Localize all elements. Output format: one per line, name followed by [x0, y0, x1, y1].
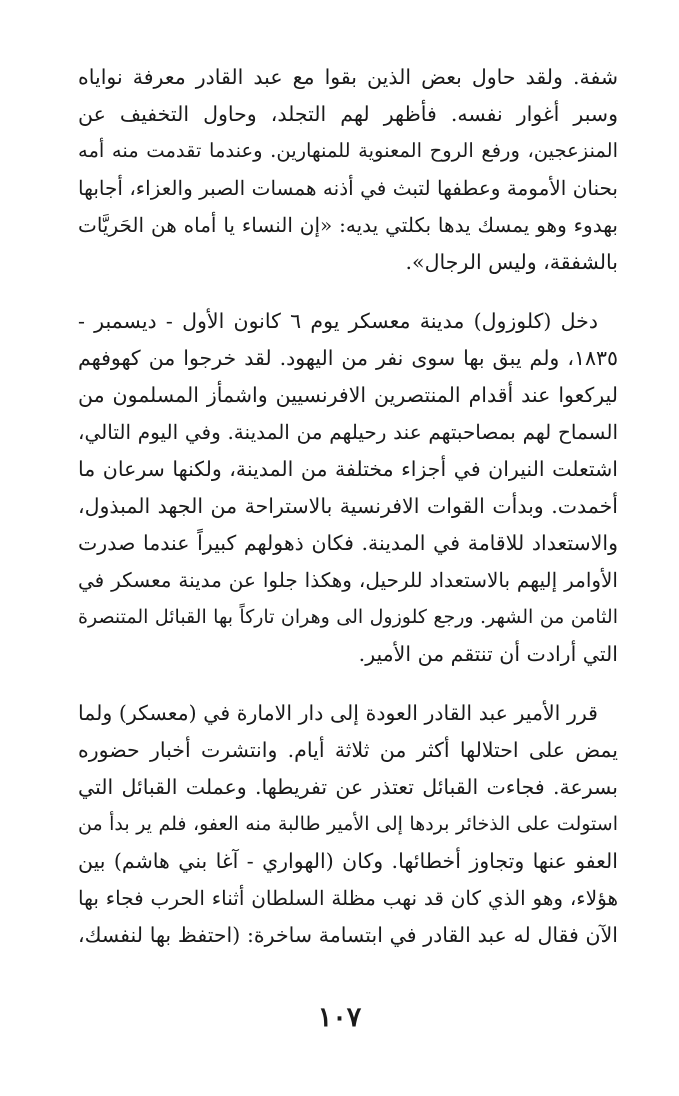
text-line: بحنان الأمومة وعطفها لتبث في أذنه همسات الصبر والعزاء، أجابها — [78, 176, 618, 200]
text-line: الأوامر إليهم بالاستعداد للرحيل، وهكذا جلوا عن مدينة معسكر في — [78, 568, 618, 592]
text-line: الآن فقال له عبد القادر في ابتسامة ساخرة: (احتفظ بها لنفسك، — [78, 923, 618, 947]
text-line: يمض على احتلالها أكثر من ثلاثة أيام. وانتشرت أخبار حضوره — [78, 738, 618, 762]
text-line: المنزعجين، ورفع الروح المعنوية للمنهارين. وعندما تقدمت منه أمه — [78, 139, 618, 162]
text-line: شفة. ولقد حاول بعض الذين بقوا مع عبد القادر معرفة نواياه — [78, 65, 618, 89]
text-line: والاستعداد للاقامة في المدينة. فكان ذهولهم كبيراً عندما صدرت — [78, 531, 618, 555]
text-line: اشتعلت النيران في أجزاء مختلفة من المدينة، ولكنها سرعان ما — [78, 457, 618, 481]
text-line: التي أرادت أن تنتقم من الأمير. — [358, 642, 618, 666]
text-line: أخمدت. وبدأت القوات الافرنسية بالاستراحة من الجهد المبذول، — [78, 494, 618, 518]
text-line: بهدوء وهو يمسك يدها بكلتي يديه: «إن النساء يا أماه هن الحَريَّات — [78, 213, 618, 237]
text-line: السماح لهم بمصاحبتهم عند رحيلهم من المدينة. وفي اليوم التالي، — [78, 420, 618, 444]
text-line: دخل (كلوزول) مدينة معسكر يوم ٦ كانون الأول - ديسمبر - — [78, 309, 598, 333]
text-line: بسرعة. فجاءت القبائل تعتذر عن تفريطها. وعملت القبائل التي — [78, 775, 618, 799]
text-line: ١٨٣٥، ولم يبق بها سوى نفر من اليهود. لقد خرجوا من كهوفهم — [78, 346, 618, 370]
text-line: وسبر أغوار نفسه. فأظهر لهم التجلد، وحاول التخفيف عن — [78, 102, 618, 126]
text-line: قرر الأمير عبد القادر العودة إلى دار الامارة في (معسكر) ولما — [78, 701, 598, 725]
text-line: هؤلاء، وهو الذي كان قد نهب مظلة السلطان أثناء الحرب فجاء بها — [78, 886, 618, 910]
text-line: الثامن من الشهر. ورجع كلوزول الى وهران تاركاً بها القبائل المتنصرة — [78, 606, 618, 628]
text-line: العفو عنها وتجاوز أخطائها. وكان (الهواري - آغا بني هاشم) بين — [78, 849, 618, 873]
page-number: ١٠٧ — [317, 1002, 362, 1033]
text-line: بالشفقة، وليس الرجال». — [405, 250, 618, 274]
text-line: استولت على الذخائر بردها إلى الأمير طالبة منه العفو، فلم ير بدأ من — [78, 813, 618, 835]
text-line: ليركعوا عند أقدام المنتصرين الافرنسيين واشمأز المسلمون من — [78, 383, 618, 407]
